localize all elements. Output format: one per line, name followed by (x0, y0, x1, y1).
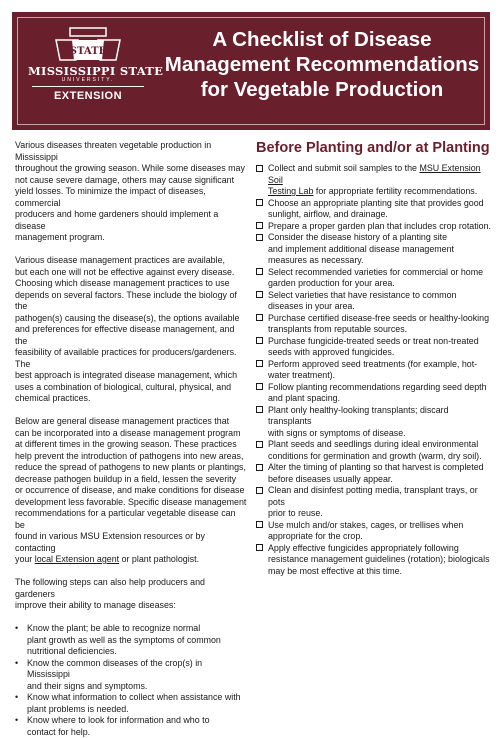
checklist-item-text: Clean and disinfest potting media, transplant trays, or pots prior to reuse. (268, 485, 478, 518)
checkbox[interactable] (256, 521, 263, 528)
checklist-item-text: Apply effective fungicides appropriately following resistance management guidelines (rotation); biologicals may be most effective at this time. (268, 542, 490, 576)
logo-divider (32, 86, 144, 87)
checklist-item (256, 163, 491, 198)
checklist-item (256, 543, 491, 578)
logo-name: MISSISSIPPI STATE (28, 64, 164, 78)
checklist-item (256, 382, 491, 405)
logo-university: UNIVERSITY. (61, 77, 115, 83)
intro-column (15, 140, 247, 738)
checklist-item-text: Use mulch and/or stakes, cages, or trellises when appropriate for the crop. (268, 519, 464, 541)
checklist-item-text: Collect and submit soil samples to the MSU Extension Soil Testing Lab for appropriate fertility recommendations. (268, 163, 481, 196)
list-item: • Know the common diseases of the crop(s) in Mississippi and their signs and symptoms. (15, 658, 247, 693)
checkbox[interactable] (256, 406, 263, 413)
list-item: • Know where to look for information and who to contact for help. (15, 715, 247, 738)
section-heading: Before Planting and/or at Planting (256, 140, 490, 156)
checklist-item-text: Prepare a proper garden plan that includes crop rotation. (268, 220, 492, 231)
intro-paragraph: Various diseases threaten vegetable production in Mississippi throughout the growing season. While some diseases may not cause severe damage, others may cause significant yield losses. To minimize the impact of diseases, commercial producers and home gardeners should implement a disease management program. (15, 140, 245, 242)
checkbox[interactable] (256, 199, 263, 206)
intro-paragraph: Below are general disease management practices that can be incorporated into a disease management program at different times in the growing season. These practices help prevent the introduction of pathogens into new areas, reduce the spread of pathogens to new plants or plantings, decrease pathogen buildup in a field, lessen the severity or occurrence of disease, and make conditions for disease development less favorable. Specific disease management recommendations for a particular vegetable disease can be found in various MSU Extension resources or by contacting your local Extension agent or plant pathologist. (15, 416, 247, 564)
checklist-item-text: Perform approved seed treatments (for example, hot- water treatment). (268, 358, 478, 380)
checklist-item (256, 336, 491, 359)
checkbox[interactable] (256, 487, 263, 494)
checklist-item (256, 221, 491, 233)
checklist-item-text: Select varieties that have resistance to common diseases in your area. (268, 289, 457, 311)
checklist-item-text: Purchase certified disease-free seeds or healthy-looking transplants from reputable sources. (268, 312, 490, 334)
intro-paragraph: Various disease management practices are available, but each one will not be effective against every disease. Choosing which disease management practices to use depends on several factors. These include the biology of the pathogen(s) causing the disease(s), the options available and preferences for effective disease management, and the feasibility of available practices for producers/gardeners. The best approach is integrated disease management, which uses a combination of biological, cultural, physical, and chemical practices. (15, 255, 240, 403)
page-title (162, 27, 482, 102)
checklist-item-text: Select recommended varieties for commercial or home garden production for your area. (268, 266, 484, 288)
checklist-item-text: Alter the timing of planting so that harvest is completed before diseases usually appear. (268, 462, 484, 484)
checklist-item (256, 267, 491, 290)
intro-paragraph: The following steps can also help producers and gardeners improve their ability to manage diseases: (15, 577, 205, 610)
checklist-item (256, 485, 491, 520)
checkbox[interactable] (256, 234, 263, 241)
logo-extension: EXTENSION (53, 90, 123, 102)
msu-extension-logo (28, 22, 164, 117)
tips-list (15, 623, 247, 738)
checklist-item (256, 405, 491, 440)
checklist-item (256, 232, 491, 267)
checkbox[interactable] (256, 222, 263, 229)
checklist-item (256, 290, 491, 313)
checklist-item-text: Plant only healthy-looking transplants; discard transplants with signs or symptoms of disease. (268, 404, 449, 438)
checklist (256, 198, 491, 578)
checkbox[interactable] (256, 441, 263, 448)
header-banner (12, 12, 490, 130)
checkbox[interactable] (256, 314, 263, 321)
title-line: Management Recommendations (164, 53, 480, 76)
checklist-item (256, 439, 491, 462)
shield-text: STATE (69, 46, 107, 57)
local-extension-agent-link[interactable]: local Extension agent (34, 554, 120, 564)
list-item: • Know the plant; be able to recognize normal plant growth as well as the symptoms of common nutritional deficiencies. (15, 623, 247, 658)
title-line: for Vegetable Production (200, 78, 444, 101)
soil-testing-lab-link[interactable]: MSU Extension Soil Testing Lab (268, 163, 481, 196)
checkbox[interactable] (256, 165, 263, 172)
checklist-column (256, 140, 491, 577)
checkbox[interactable] (256, 383, 263, 390)
checklist-item-text: Follow planting recommendations regarding seed depth and plant spacing. (268, 381, 487, 403)
checkbox[interactable] (256, 464, 263, 471)
checkbox[interactable] (256, 360, 263, 367)
checklist-item-text: Choose an appropriate planting site that provides good sunlight, airflow, and drainage. (268, 197, 484, 219)
checklist-item (256, 313, 491, 336)
checklist-item (256, 462, 491, 485)
checklist-item-text: Plant seeds and seedlings during ideal environmental conditions for germination and growth (warm, dry soil). (268, 439, 482, 461)
checklist-item (256, 520, 491, 543)
checklist-item-text: Purchase fungicide-treated seeds or treat non-treated seeds with approved fungicides. (268, 335, 479, 357)
state-shield-icon (52, 26, 124, 62)
checklist-item-text: Consider the disease history of a planting site and implement additional disease management measures as necessary. (268, 232, 454, 265)
checklist-item (256, 198, 491, 221)
title-line: A Checklist of Disease (212, 28, 432, 51)
list-item: • Know what information to collect when assistance with plant problems is needed. (15, 692, 247, 715)
checkbox[interactable] (256, 337, 263, 344)
checkbox[interactable] (256, 291, 263, 298)
checklist-item (256, 359, 491, 382)
checkbox[interactable] (256, 544, 263, 551)
checkbox[interactable] (256, 268, 263, 275)
